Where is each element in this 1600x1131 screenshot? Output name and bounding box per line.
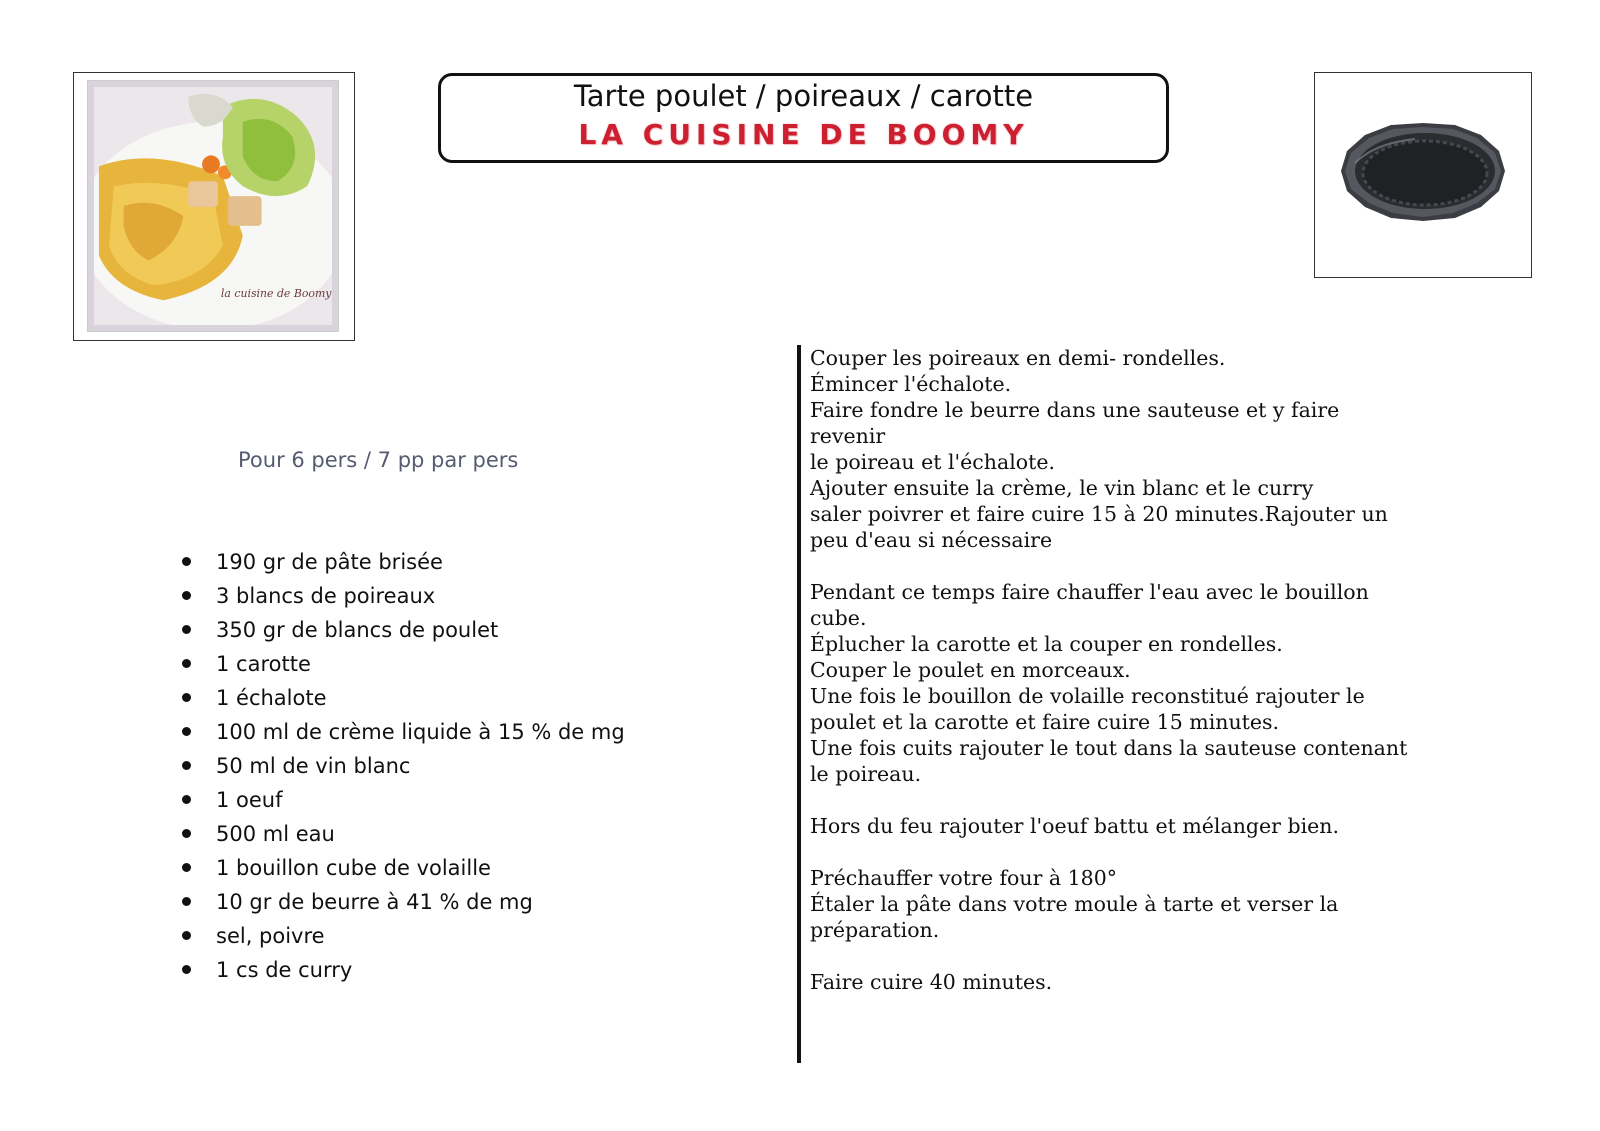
title-box bbox=[438, 73, 1169, 163]
dish-photo bbox=[88, 81, 338, 331]
ingredient-item bbox=[180, 820, 625, 854]
ingredient-item bbox=[180, 582, 625, 616]
bullet-icon bbox=[182, 727, 191, 736]
column-divider bbox=[797, 345, 801, 1063]
bullet-icon bbox=[182, 965, 191, 974]
ingredient-item bbox=[180, 616, 625, 650]
bullet-icon bbox=[182, 693, 191, 702]
tart-pan-frame bbox=[1314, 72, 1532, 278]
bullet-icon bbox=[182, 863, 191, 872]
bullet-icon bbox=[182, 931, 191, 940]
ingredient-text: 100 ml de crème liquide à 15 % de mg bbox=[216, 720, 625, 744]
ingredient-list bbox=[180, 548, 625, 990]
ingredient-text: 3 blancs de poireaux bbox=[216, 584, 436, 608]
ingredient-text: 500 ml eau bbox=[216, 822, 335, 846]
ingredient-item bbox=[180, 650, 625, 684]
ingredient-text: 1 échalote bbox=[216, 686, 327, 710]
ingredient-text: 50 ml de vin blanc bbox=[216, 754, 411, 778]
bullet-icon bbox=[182, 659, 191, 668]
ingredient-text: 190 gr de pâte brisée bbox=[216, 550, 443, 574]
tart-plate-illustration bbox=[94, 87, 332, 325]
dish-photo-frame bbox=[73, 72, 355, 341]
ingredient-item bbox=[180, 718, 625, 752]
step-paragraph: Couper les poireaux en demi- rondelles. Émincer l'échalote. Faire fondre le beurre dans une sauteuse et y faire revenir le poireau et l'échalote. Ajouter ensuite la crème, le vin blanc et le curry saler poivrer et faire cuire 15 à 20 minutes.Rajouter un peu d'eau si nécessaire bbox=[810, 346, 1388, 552]
bullet-icon bbox=[182, 557, 191, 566]
bullet-icon bbox=[182, 591, 191, 600]
ingredient-text: 10 gr de beurre à 41 % de mg bbox=[216, 890, 533, 914]
step-paragraph: Hors du feu rajouter l'oeuf battu et mélanger bien. bbox=[810, 814, 1339, 838]
ingredient-item bbox=[180, 548, 625, 582]
bullet-icon bbox=[182, 761, 191, 770]
tart-pan-icon bbox=[1315, 73, 1531, 277]
ingredient-text: 1 cs de curry bbox=[216, 958, 353, 982]
step-paragraph: Faire cuire 40 minutes. bbox=[810, 970, 1053, 994]
servings-info: Pour 6 pers / 7 pp par pers bbox=[238, 448, 519, 472]
ingredient-item bbox=[180, 786, 625, 820]
ingredient-item bbox=[180, 922, 625, 956]
ingredient-item bbox=[180, 684, 625, 718]
ingredient-item bbox=[180, 956, 625, 990]
ingredient-item bbox=[180, 752, 625, 786]
bullet-icon bbox=[182, 829, 191, 838]
preparation-steps bbox=[810, 345, 1410, 1021]
step-paragraph: Pendant ce temps faire chauffer l'eau avec le bouillon cube. Éplucher la carotte et la couper en rondelles. Couper le poulet en morceaux. Une fois le bouillon de volaille reconstitué rajouter le poulet et la carotte et faire cuire 15 minutes. Une fois cuits rajouter le tout dans la sauteuse contenant le poireau. bbox=[810, 580, 1408, 786]
ingredient-text: sel, poivre bbox=[216, 924, 325, 948]
bullet-icon bbox=[182, 795, 191, 804]
ingredient-item bbox=[180, 854, 625, 888]
ingredient-text: 350 gr de blancs de poulet bbox=[216, 618, 499, 642]
bullet-icon bbox=[182, 897, 191, 906]
bullet-icon bbox=[182, 625, 191, 634]
brand-name: LA CUISINE DE BOOMY bbox=[578, 118, 1029, 151]
photo-watermark: la cuisine de Boomy bbox=[220, 287, 332, 301]
recipe-title: Tarte poulet / poireaux / carotte bbox=[573, 79, 1034, 113]
ingredient-text: 1 oeuf bbox=[216, 788, 283, 812]
step-paragraph: Préchauffer votre four à 180° Étaler la pâte dans votre moule à tarte et verser la préparation. bbox=[810, 866, 1339, 942]
ingredient-item bbox=[180, 888, 625, 922]
ingredient-text: 1 bouillon cube de volaille bbox=[216, 856, 491, 880]
ingredient-text: 1 carotte bbox=[216, 652, 311, 676]
